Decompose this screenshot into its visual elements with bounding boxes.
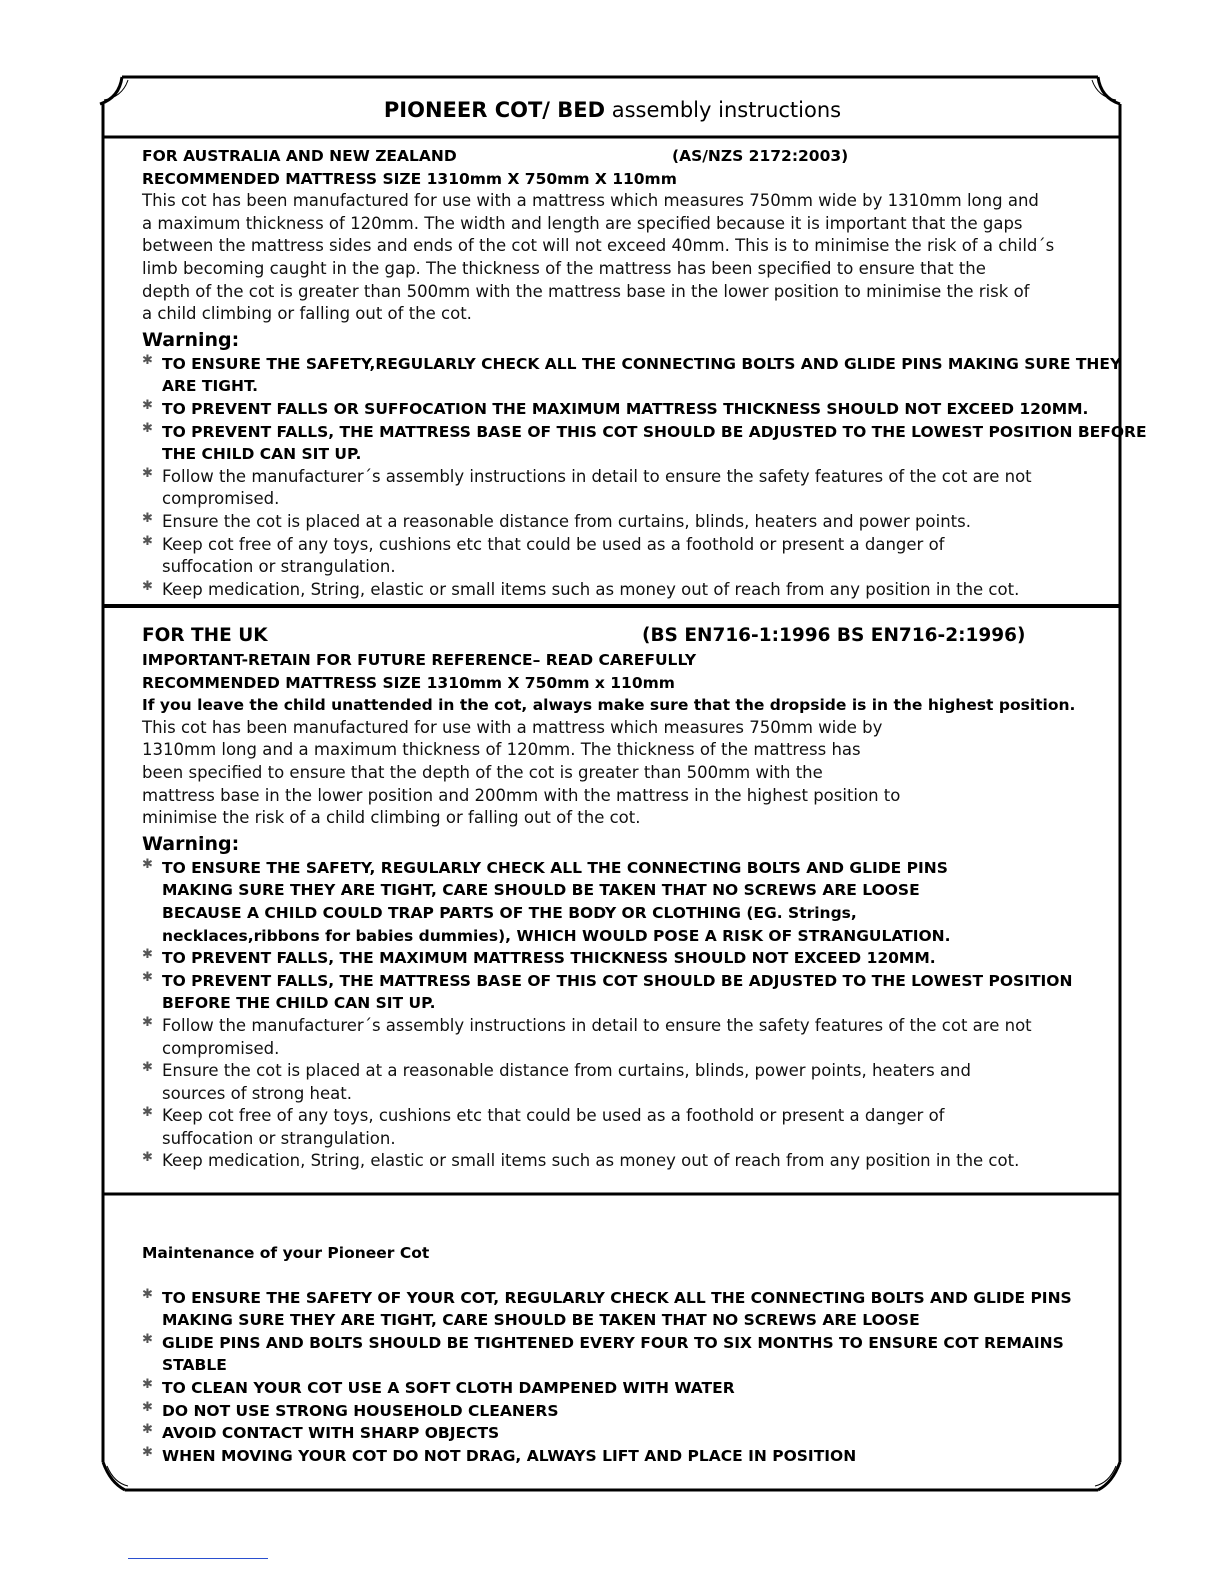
uk-warning-item-text: TO PREVENT FALLS, THE MATTRESS BASE OF THIS COT SHOULD BE ADJUSTED TO THE LOWEST POSITION xyxy=(162,971,1073,990)
au-warning-item-text: TO ENSURE THE SAFETY,REGULARLY CHECK ALL THE CONNECTING BOLTS AND GLIDE PINS MAKING SURE THEY xyxy=(162,354,1122,373)
bullet-star-icon: ✱ xyxy=(142,1150,153,1166)
uk-warning-item-text: TO PREVENT FALLS, THE MAXIMUM MATTRESS THICKNESS SHOULD NOT EXCEED 120MM. xyxy=(162,949,936,968)
uk-advice-item xyxy=(142,1105,1107,1150)
footer-link-line xyxy=(128,1558,268,1559)
uk-warning-item xyxy=(142,970,1107,1015)
au-standard: (AS/NZS 2172:2003) xyxy=(672,147,849,165)
maintenance-item-text: GLIDE PINS AND BOLTS SHOULD BE TIGHTENED EVERY FOUR TO SIX MONTHS TO ENSURE COT REMAINS xyxy=(162,1333,1064,1352)
au-warning-item-text: ARE TIGHT. xyxy=(162,377,259,396)
au-warning-item xyxy=(142,352,1122,398)
uk-heading: FOR THE UK xyxy=(142,625,268,646)
uk-advice-item xyxy=(142,1015,1107,1060)
maintenance-item xyxy=(142,1332,1107,1377)
uk-paragraph-line: 1310mm long and a maximum thickness of 120mm. The thickness of the mattress has xyxy=(142,740,861,760)
bullet-star-icon: ✱ xyxy=(142,1331,153,1347)
bullet-star-icon: ✱ xyxy=(142,969,153,985)
title-bold: PIONEER COT/ BED xyxy=(383,98,606,122)
au-paragraph-line: depth of the cot is greater than 500mm with the mattress base in the lower position to minimise the risk of xyxy=(142,281,1030,301)
au-advice-item-text: Ensure the cot is placed at a reasonable distance from curtains, blinds, heaters and power points. xyxy=(162,511,971,531)
maintenance-list xyxy=(142,1287,1107,1468)
au-warning-list xyxy=(142,352,1147,466)
maintenance-item-text: WHEN MOVING YOUR COT DO NOT DRAG, ALWAYS LIFT AND PLACE IN POSITION xyxy=(162,1446,857,1465)
bullet-star-icon: ✱ xyxy=(142,533,153,549)
bullet-star-icon: ✱ xyxy=(142,465,153,481)
au-advice-item-text: Follow the manufacturer´s assembly instructions in detail to ensure the safety features of the cot are not xyxy=(162,466,1032,486)
bullet-star-icon: ✱ xyxy=(142,1105,153,1121)
maintenance-item xyxy=(142,1377,1107,1400)
uk-heading-row xyxy=(142,623,1107,649)
au-paragraph-line: limb becoming caught in the gap. The thickness of the mattress has been specified to ensure that the xyxy=(142,258,986,278)
au-warning-item xyxy=(142,420,1147,466)
uk-dropside-note: If you leave the child unattended in the cot, always make sure that the dropside is in the highest position. xyxy=(142,696,1076,715)
au-advice-item xyxy=(142,511,1107,534)
uk-advice-item-text: suffocation or strangulation. xyxy=(162,1128,396,1148)
maintenance-heading: Maintenance of your Pioneer Cot xyxy=(142,1244,430,1262)
uk-mattress-size: RECOMMENDED MATTRESS SIZE 1310mm X 750mm x 110mm xyxy=(142,673,675,692)
maintenance-item-text: TO ENSURE THE SAFETY OF YOUR COT, REGULARLY CHECK ALL THE CONNECTING BOLTS AND GLIDE PINS xyxy=(162,1288,1072,1307)
uk-advice-item-text: Keep medication, String, elastic or small items such as money out of reach from any position in the cot. xyxy=(162,1151,1020,1171)
bullet-star-icon: ✱ xyxy=(142,397,153,413)
uk-advice-item-text: sources of strong heat. xyxy=(162,1083,352,1103)
au-advice-item-text: suffocation or strangulation. xyxy=(162,557,396,577)
au-mattress-size: RECOMMENDED MATTRESS SIZE 1310mm X 750mm X 110mm xyxy=(142,169,677,188)
bullet-star-icon: ✱ xyxy=(142,856,153,872)
uk-warning-item-text: necklaces,ribbons for babies dummies), WHICH WOULD POSE A RISK OF STRANGULATION. xyxy=(162,926,951,945)
au-paragraph-line: between the mattress sides and ends of the cot will not exceed 40mm. This is to minimise the risk of a child´s xyxy=(142,236,1055,256)
au-paragraph-line: This cot has been manufactured for use with a mattress which measures 750mm wide by 1310mm long and xyxy=(142,191,1039,211)
uk-standard: (BS EN716-1:1996 BS EN716-2:1996) xyxy=(642,625,1026,646)
au-warning-heading: Warning: xyxy=(142,328,240,351)
uk-paragraph-line: mattress base in the lower position and 200mm with the mattress in the highest position to xyxy=(142,785,901,805)
uk-advice-item-text: Keep cot free of any toys, cushions etc that could be used as a foothold or present a danger of xyxy=(162,1106,945,1126)
uk-warning-item-text: BEFORE THE CHILD CAN SIT UP. xyxy=(162,994,436,1013)
title-normal: assembly instructions xyxy=(605,98,842,122)
bullet-star-icon: ✱ xyxy=(142,1376,153,1392)
uk-paragraph-line: minimise the risk of a child climbing or falling out of the cot. xyxy=(142,808,641,828)
au-advice-item xyxy=(142,579,1107,602)
au-advice-item xyxy=(142,466,1107,511)
au-heading: FOR AUSTRALIA AND NEW ZEALAND xyxy=(142,147,457,165)
uk-paragraph-line: been specified to ensure that the depth of the cot is greater than 500mm with the xyxy=(142,762,823,782)
maintenance-item-text: STABLE xyxy=(162,1356,227,1375)
maintenance-item xyxy=(142,1445,1107,1468)
uk-advice-list xyxy=(142,1015,1107,1173)
maintenance-item xyxy=(142,1400,1107,1423)
uk-advice-item-text: Follow the manufacturer´s assembly instructions in detail to ensure the safety features of the cot are not xyxy=(162,1015,1032,1035)
maintenance-item-text: TO CLEAN YOUR COT USE A SOFT CLOTH DAMPENED WITH WATER xyxy=(162,1378,735,1397)
maintenance-item-text: DO NOT USE STRONG HOUSEHOLD CLEANERS xyxy=(162,1401,559,1420)
section-maintenance xyxy=(142,1242,1107,1467)
bullet-star-icon: ✱ xyxy=(142,352,153,368)
section-australia-nz xyxy=(142,145,1147,601)
uk-warning-item-text: TO ENSURE THE SAFETY, REGULARLY CHECK ALL THE CONNECTING BOLTS AND GLIDE PINS xyxy=(162,858,948,877)
maintenance-item-text: AVOID CONTACT WITH SHARP OBJECTS xyxy=(162,1424,500,1443)
uk-warning-heading: Warning: xyxy=(142,832,240,855)
bullet-star-icon: ✱ xyxy=(142,1422,153,1438)
maintenance-item xyxy=(142,1287,1107,1332)
uk-advice-item-text: compromised. xyxy=(162,1038,280,1058)
uk-warning-list xyxy=(142,857,1107,1015)
uk-warning-item xyxy=(142,947,1107,970)
bullet-star-icon: ✱ xyxy=(142,947,153,963)
au-warning-item xyxy=(142,398,1107,421)
bullet-star-icon: ✱ xyxy=(142,1399,153,1415)
uk-warning-item-text: BECAUSE A CHILD COULD TRAP PARTS OF THE BODY OR CLOTHING (EG. Strings, xyxy=(162,903,857,922)
bullet-star-icon: ✱ xyxy=(142,1444,153,1460)
page-title xyxy=(0,98,1225,122)
au-warning-item-text: THE CHILD CAN SIT UP. xyxy=(162,445,362,464)
uk-warning-item xyxy=(142,857,1107,947)
bullet-star-icon: ✱ xyxy=(142,510,153,526)
au-advice-item-text: Keep medication, String, elastic or small items such as money out of reach from any position in the cot. xyxy=(162,579,1020,599)
maintenance-item xyxy=(142,1422,1107,1445)
au-warning-item-text: TO PREVENT FALLS, THE MATTRESS BASE OF THIS COT SHOULD BE ADJUSTED TO THE LOWEST POSITION BEFORE xyxy=(162,422,1147,441)
uk-warning-item-text: MAKING SURE THEY ARE TIGHT, CARE SHOULD BE TAKEN THAT NO SCREWS ARE LOOSE xyxy=(162,881,920,900)
bullet-star-icon: ✱ xyxy=(142,1060,153,1076)
uk-important-note: IMPORTANT-RETAIN FOR FUTURE REFERENCE– READ CAREFULLY xyxy=(142,651,697,669)
uk-paragraph-line: This cot has been manufactured for use with a mattress which measures 750mm wide by xyxy=(142,717,883,737)
uk-advice-item-text: Ensure the cot is placed at a reasonable distance from curtains, blinds, power points, heaters and xyxy=(162,1061,971,1081)
au-paragraph-line: a maximum thickness of 120mm. The width and length are specified because it is important that the gaps xyxy=(142,213,1023,233)
au-advice-list xyxy=(142,466,1107,602)
au-heading-row xyxy=(142,145,1107,168)
au-paragraph-line: a child climbing or falling out of the cot. xyxy=(142,304,472,324)
bullet-star-icon: ✱ xyxy=(142,420,153,436)
uk-paragraph xyxy=(142,717,1107,830)
section-uk xyxy=(142,623,1107,1173)
au-advice-item-text: Keep cot free of any toys, cushions etc that could be used as a foothold or present a danger of xyxy=(162,534,945,554)
maintenance-item-text: MAKING SURE THEY ARE TIGHT, CARE SHOULD BE TAKEN THAT NO SCREWS ARE LOOSE xyxy=(162,1311,920,1330)
bullet-star-icon: ✱ xyxy=(142,1014,153,1030)
au-warning-item-text: TO PREVENT FALLS OR SUFFOCATION THE MAXIMUM MATTRESS THICKNESS SHOULD NOT EXCEED 120MM. xyxy=(162,399,1089,418)
bullet-star-icon: ✱ xyxy=(142,578,153,594)
uk-advice-item xyxy=(142,1150,1107,1173)
au-advice-item-text: compromised. xyxy=(162,489,280,509)
au-advice-item xyxy=(142,534,1107,579)
uk-advice-item xyxy=(142,1060,1107,1105)
au-paragraph xyxy=(142,190,1107,326)
bullet-star-icon: ✱ xyxy=(142,1286,153,1302)
